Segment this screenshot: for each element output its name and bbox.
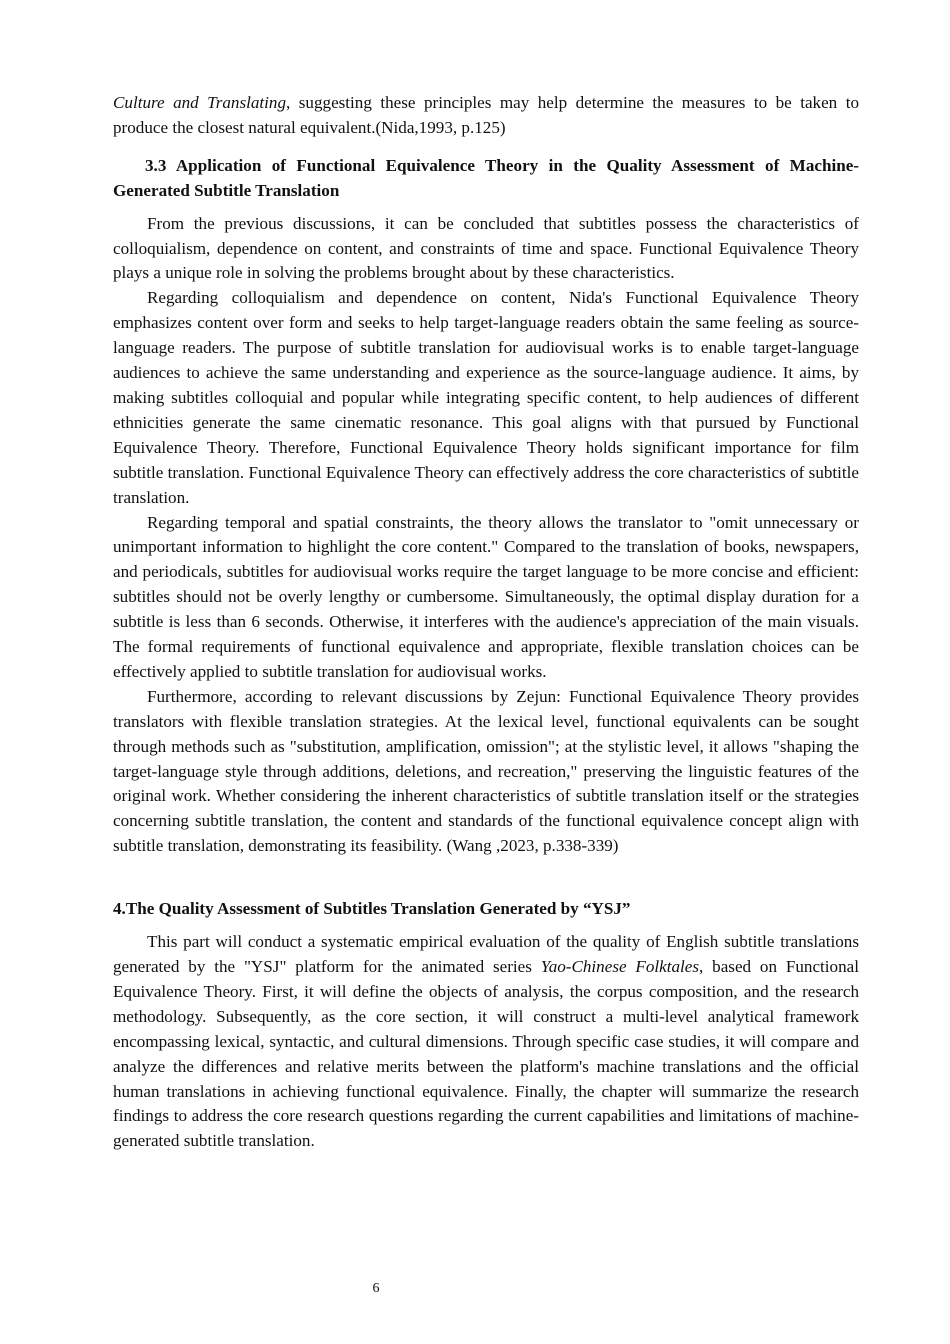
page-number: 6: [372, 1281, 380, 1296]
section-4-heading: 4.The Quality Assessment of Subtitles Translation Generated by “YSJ”: [113, 899, 631, 919]
section-3-3-paragraph-2: Regarding colloquialism and dependence on content, Nida's Functional Equivalence Theory emphasizes content over form and seeks to help target-language readers obtain the same feeling as source-language readers. The purpose of subtitle translation for audiovisual works is to enable target-language audiences to achieve the same understanding and experience as the source-language audience. It aims, by making subtitles colloquial and popular while integrating specific content, to help audiences of different ethnicities generate the same cinematic resonance. This goal aligns with that pursued by Functional Equivalence Theory. Therefore, Functional Equivalence Theory holds significant importance for film subtitle translation. Functional Equivalence Theory can effectively address the core characteristics of subtitle translation.: [113, 288, 859, 507]
section-4-text-after: , based on Functional Equivalence Theory. First, it will define the objects of analysis, the corpus composition, and the research methodology. Subsequently, as the core section, it will construct a multi-level analytical framework encompassing lexical, syntactic, and cultural dimensions. Through specific case studies, it will compare and analyze the differences and relative merits between the platform's machine translations and the official human translations in achieving functional equivalence. Finally, the chapter will summarize the research findings to address the core research questions regarding the current capabilities and limitations of machine-generated subtitle translation.: [113, 957, 859, 1151]
intro-text: , suggesting these principles may help determine the measures to be taken to produce the closest natural equivalent.(Nida,1993, p.125): [113, 93, 859, 137]
intro-paragraph: [113, 91, 859, 141]
series-title: Yao-Chinese Folktales: [540, 957, 700, 976]
section-3-3-paragraph-1: From the previous discussions, it can be concluded that subtitles possess the characteristics of colloquialism, dependence on content, and constraints of time and space. Functional Equivalence Theory plays a unique role in solving the problems brought about by these characteristics.: [113, 213, 859, 283]
section-3-3-paragraph-4: Furthermore, according to relevant discussions by Zejun: Functional Equivalence Theory provides translators with flexible translation strategies. At the lexical level, functional equivalents can be sought through methods such as "substitution, amplification, omission"; at the stylistic level, it allows "shaping the target-language style through additions, deletions, and recreation," preserving the linguistic features of the original work. Whether considering the inherent characteristics of subtitle translation itself or the strategies concerning subtitle translation, the content and standards of the functional equivalence concept align with subtitle translation, demonstrating its feasibility. (Wang ,2023, p.338-339): [113, 686, 859, 856]
section-4-paragraph-1: [113, 930, 859, 1154]
section-3-3-paragraph-3: Regarding temporal and spatial constraints, the theory allows the translator to "omit unnecessary or unimportant information to highlight the core content." Compared to the translation of books, newspapers, and periodicals, subtitles for audiovisual works require the target language to be more concise and efficient: subtitles should not be overly lengthy or cumbersome. Simultaneously, the optimal display duration for a subtitle is less than 6 seconds. Otherwise, it interferes with the audience's appreciation of the main visuals. The formal requirements of functional equivalence and appropriate, flexible translation choices can be effectively applied to subtitle translation for audiovisual works.: [113, 512, 859, 681]
document-page: [113, 91, 859, 1154]
section-3-3-heading: 3.3 Application of Functional Equivalence Theory in the Quality Assessment of Machine-Generated Subtitle Translation: [113, 155, 859, 200]
book-title: Culture and Translating: [113, 93, 287, 112]
section-4-text-before: This part will conduct a systematic empirical evaluation of the quality of English subtitle translations generated by the "YSJ" platform for the animated series: [113, 932, 859, 976]
